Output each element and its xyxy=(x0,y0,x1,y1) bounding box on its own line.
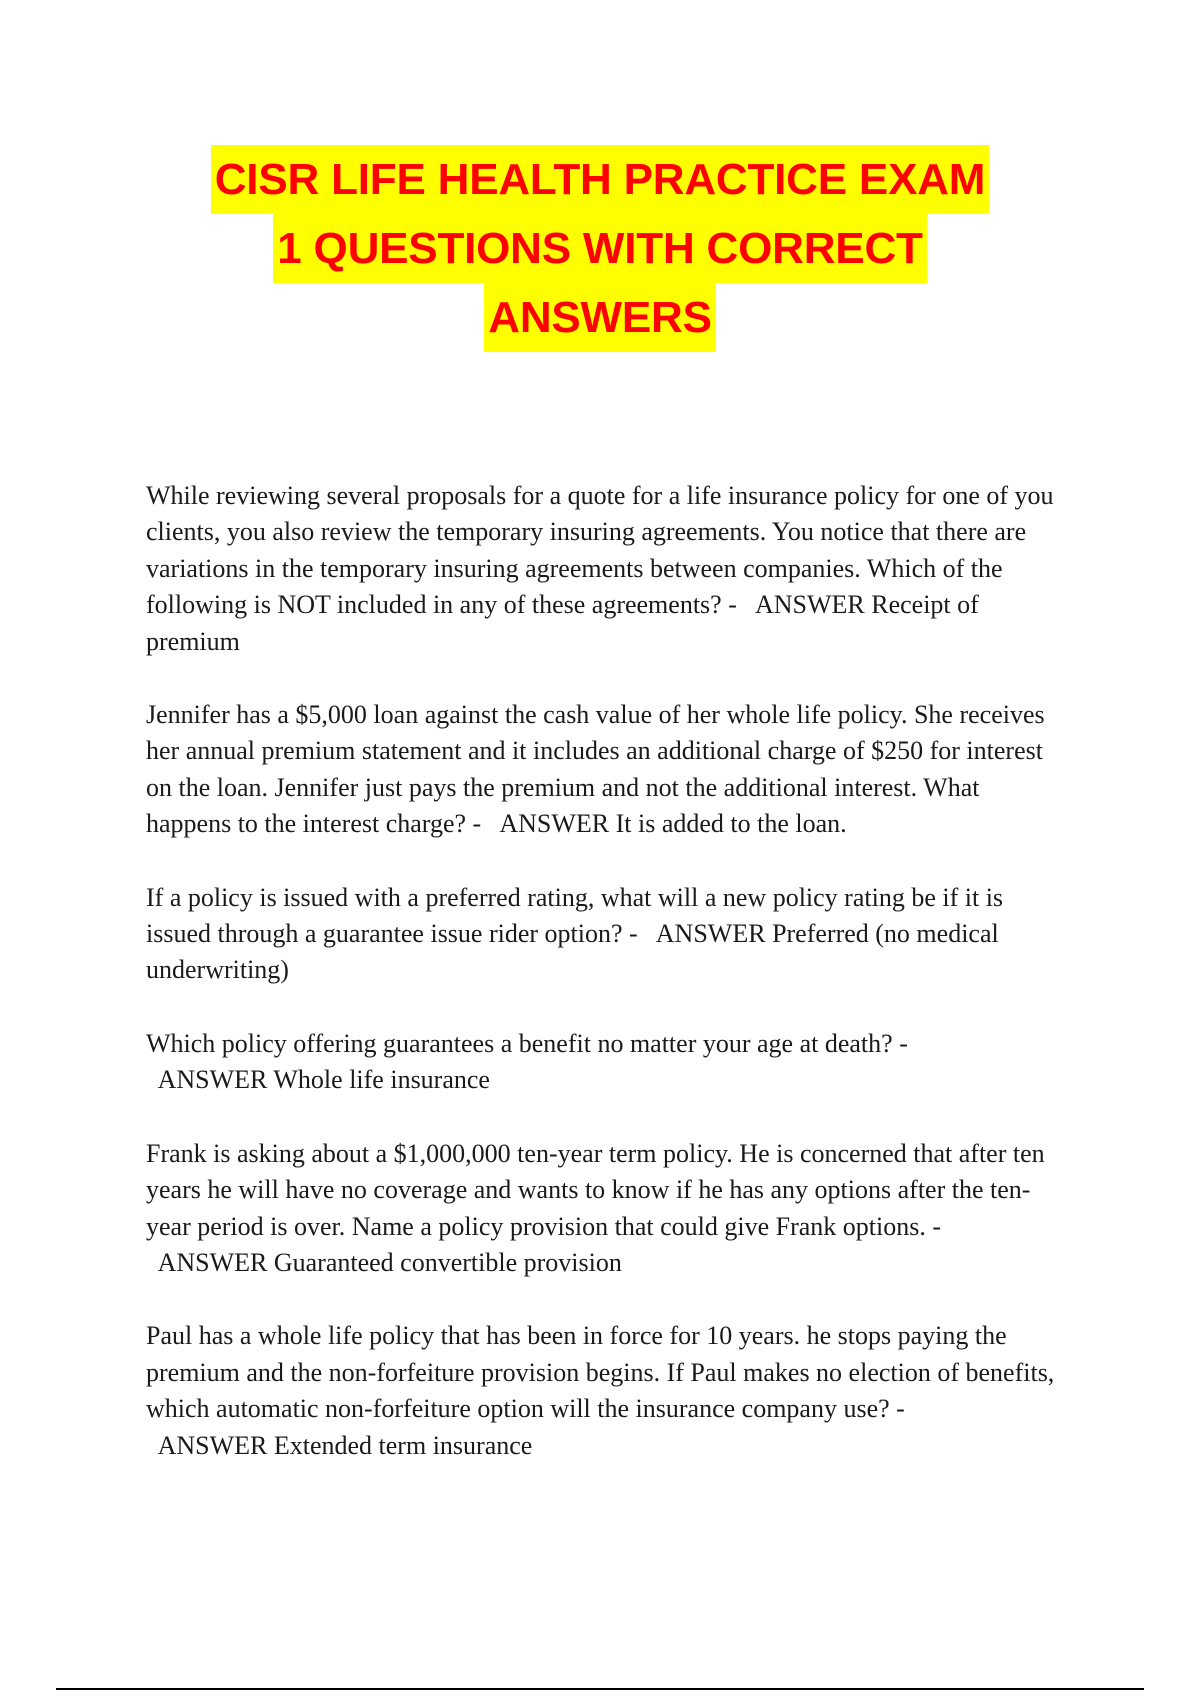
title-line-2: 1 QUESTIONS WITH CORRECT xyxy=(273,214,926,283)
answer-text: Guaranteed convertible provision xyxy=(273,1247,622,1277)
answer-label: ANSWER xyxy=(499,809,610,839)
answer-text: Extended term insurance xyxy=(273,1430,533,1460)
question-text: Jennifer has a $5,000 loan against the cash value of her whole life policy. She receives her annual premium statement and it includes an additional charge of $250 for interest on the loan. Jennifer just pays the premium and not the additional interest. What happens to the interest charge? - xyxy=(146,700,1045,839)
qa-item xyxy=(146,697,1066,843)
question-text: While reviewing several proposals for a quote for a life insurance policy for one of you clients, you also review the temporary insuring agreements. You notice that there are variations in the temporary insuring agreements between companies. Which of the following is NOT included in any of these agreements? - xyxy=(146,481,1054,620)
qa-item xyxy=(146,1136,1066,1282)
footer-divider xyxy=(56,1688,1144,1690)
document-title xyxy=(0,145,1200,352)
title-line-3: ANSWERS xyxy=(484,283,716,352)
qa-item xyxy=(146,1318,1066,1464)
answer-label: ANSWER xyxy=(754,590,865,620)
answer-text: Receipt of premium xyxy=(146,590,979,656)
answer-label: ANSWER xyxy=(157,1430,268,1460)
qa-item xyxy=(146,880,1066,989)
answer-label: ANSWER xyxy=(157,1247,268,1277)
qa-item xyxy=(146,478,1066,660)
question-text: Paul has a whole life policy that has been in force for 10 years. he stops paying the premium and the non-forfeiture provision begins. If Paul makes no election of benefits, which automatic non-forfeiture option will the insurance company use? - xyxy=(146,1321,1055,1424)
answer-text: It is added to the loan. xyxy=(615,809,847,839)
question-text: Which policy offering guarantees a benefit no matter your age at death? - xyxy=(146,1028,908,1058)
answer-label: ANSWER xyxy=(655,919,766,949)
answer-label: ANSWER xyxy=(157,1065,268,1095)
question-text: If a policy is issued with a preferred rating, what will a new policy rating be if it is issued through a guarantee issue rider option? - xyxy=(146,882,1004,949)
title-line-1: CISR LIFE HEALTH PRACTICE EXAM xyxy=(211,145,990,214)
qa-list xyxy=(146,478,1066,1501)
qa-item xyxy=(146,1026,1066,1099)
answer-text: Preferred (no medical underwriting) xyxy=(146,919,999,985)
answer-text: Whole life insurance xyxy=(273,1065,490,1095)
question-text: Frank is asking about a $1,000,000 ten-year term policy. He is concerned that after ten years he will have no coverage and wants to know if he has any options after the ten-year period is over. Name a policy provision that could give Frank options. - xyxy=(146,1138,1045,1241)
